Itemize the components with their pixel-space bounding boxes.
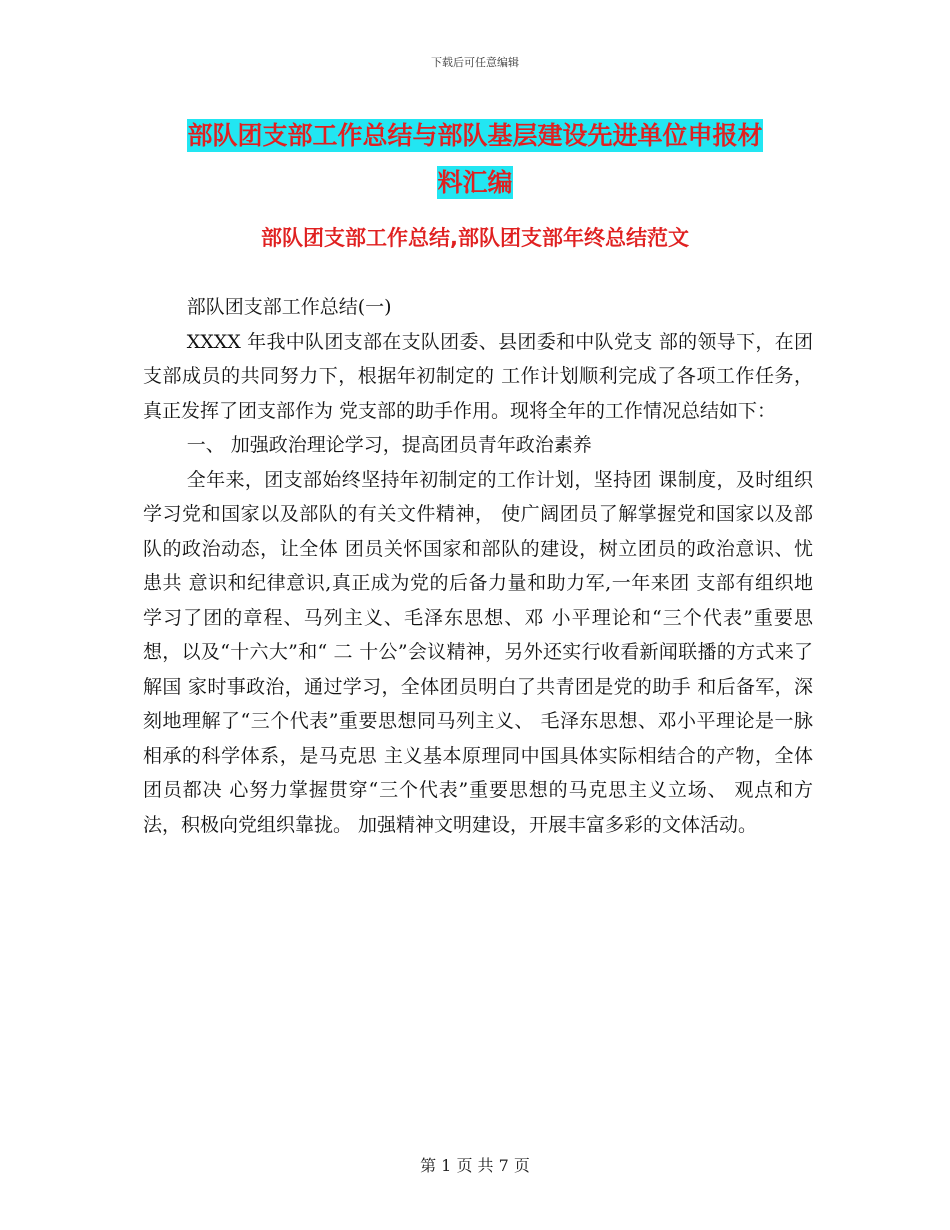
document-title — [150, 112, 800, 206]
paragraph: XXXX 年我中队团支部在支队团委、县团委和中队党支 部的领导下，在团支部成员的共同努力下，根据年初制定的 工作计划顺利完成了各项工作任务，真正发挥了团支部作为 党支部的助手作用。现将全年的工作情况总结如下： — [143, 330, 813, 422]
page-number: 第 1 页 共 7 页 — [420, 1156, 530, 1175]
document-title-line-1: 部队团支部工作总结与部队基层建设先进单位申报材 — [187, 121, 763, 150]
header-note: 下载后可任意编辑 — [431, 56, 519, 69]
document-body — [143, 290, 813, 842]
paragraph-section-heading: 一、 加强政治理论学习，提高团员青年政治素养 — [186, 434, 592, 456]
document-title-line-2: 料汇编 — [437, 168, 513, 197]
section-title: 部队团支部工作总结,部队团支部年终总结范文 — [261, 226, 689, 250]
paragraph: 全年来，团支部始终坚持年初制定的工作计划，坚持团 课制度，及时组织学习党和国家以及部队的有关文件精神， 使广阔团员了解掌握党和国家以及部队的政治动态，让全体 团员关怀国家和部队的建设，树立团员的政治意识、忧患共 意识和纪律意识,真正成为党的后备力量和助力军,一年来团 支部有组织地学习了团的章程、马列主义、毛泽东思想、邓 小平理论和“三个代表”重要思想，以及“十六大”和“ 二 十公”会议精神，另外还实行收看新闻联播的方式来了解国 家时事政治，通过学习，全体团员明白了共青团是党的助手 和后备军，深刻地理解了“三个代表”重要思想同马列主义、 毛泽东思想、邓小平理论是一脉相承的科学体系，是马克思 主义基本原理同中国具体实际相结合的产物，全体团员都决 心努力掌握贯穿“三个代表”重要思想的马克思主义立场、 观点和方法，积极向党组织靠拢。 加强精神文明建设，开展丰富多彩的文体活动。 — [143, 468, 813, 836]
paragraph-heading: 部队团支部工作总结(一) — [186, 296, 392, 318]
